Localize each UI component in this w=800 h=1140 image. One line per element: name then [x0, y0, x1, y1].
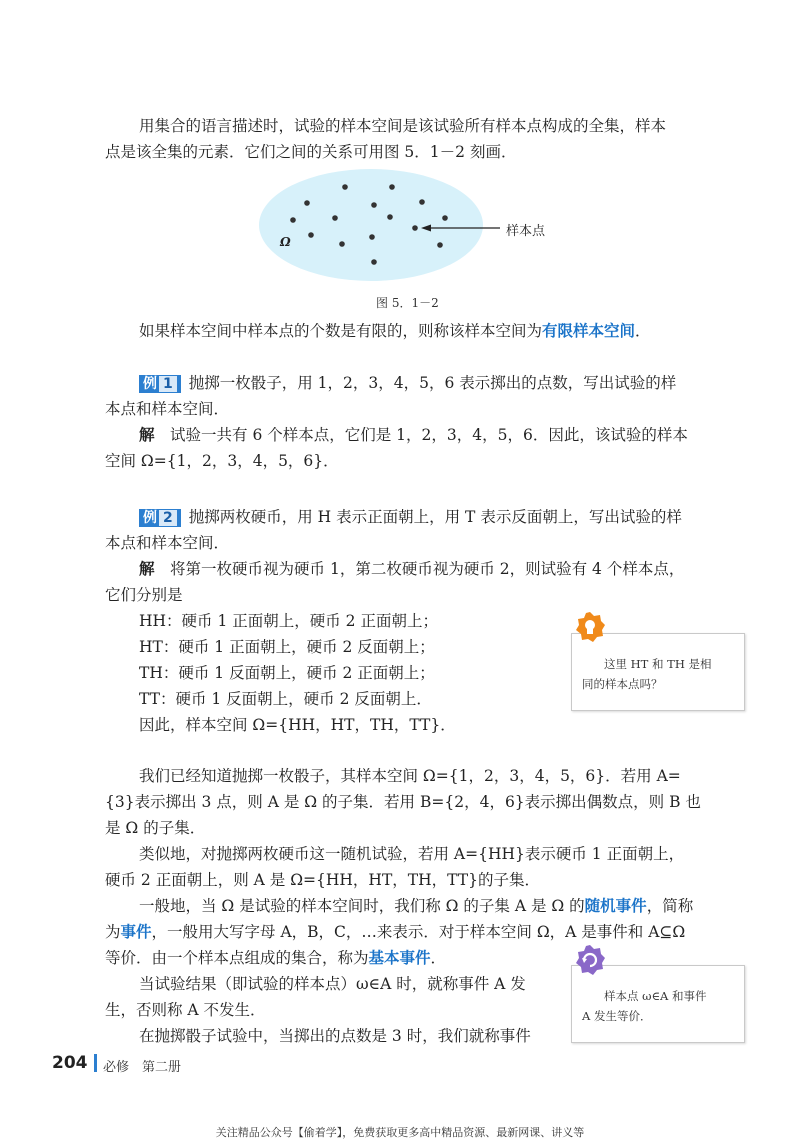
- para2: [139, 320, 651, 342]
- example1-solution-line2: 空间 Ω={1，2，3，4，5，6}．: [105, 452, 339, 470]
- sample-point: [389, 184, 395, 190]
- para4-line1: 类似地，对抛掷两枚硬币这一随机试验，若用 A={HH}表示硬币 1 正面朝上，: [139, 845, 685, 863]
- footer-notice: 关注精品公众号【偷着学】，免费获取更多高中精品资源、最新网课、讲义等: [215, 1126, 585, 1139]
- para6-line2: 生，否则称 A 不发生．: [105, 1001, 266, 1019]
- page-bar: [94, 1054, 97, 1072]
- para7: 在抛掷骰子试验中，当掷出的点数是 3 时，我们就称事件: [139, 1027, 531, 1045]
- sample-point: [442, 215, 448, 221]
- basic-event-term: 基本事件: [368, 949, 431, 967]
- para5-line3: 等价．由一个样本点组成的集合，称为基本事件．: [105, 949, 447, 967]
- para2-text: 如果样本空间中样本点的个数是有限的，则称该样本空间为: [139, 322, 543, 340]
- example2-question-line2: 本点和样本空间．: [105, 534, 230, 552]
- side-note-equivalence: [571, 965, 745, 1043]
- outcome-th: TH：硬币 1 反面朝上，硬币 2 正面朝上；: [139, 664, 435, 682]
- sample-point: [304, 200, 310, 206]
- example1-question-line2: 本点和样本空间．: [105, 400, 230, 418]
- outcome-hh: HH：硬币 1 正面朝上，硬币 2 正面朝上；: [139, 612, 438, 630]
- book-label: 必修 第二册: [103, 1060, 182, 1075]
- finite-sample-space-term: 有限样本空间: [542, 322, 636, 340]
- sample-point: [387, 214, 393, 220]
- example1-solution-line1: 解 试验一共有 6 个样本点，它们是 1，2，3，4，5，6．因此，该试验的样本: [139, 426, 688, 444]
- solution-label: 解: [139, 560, 155, 578]
- sample-space-conclusion: 因此，样本空间 Ω={HH，HT，TH，TT}．: [139, 716, 456, 734]
- para5-line1: 一般地，当 Ω 是试验的样本空间时，我们称 Ω 的子集 A 是 Ω 的随机事件，简称: [139, 897, 694, 915]
- sample-point: [290, 217, 296, 223]
- sample-point: [342, 184, 348, 190]
- sample-space-ellipse: [259, 169, 483, 281]
- note1-line2: 同的样本点吗？: [582, 677, 663, 691]
- example1-tag: 例 1: [139, 375, 181, 393]
- para3-line1: 我们已经知道抛掷一枚骰子，其样本空间 Ω={1，2，3，4，5，6}．若用 A=: [139, 767, 681, 785]
- para2-end: ．: [635, 322, 651, 340]
- sample-point: [412, 225, 418, 231]
- example2-solution-line2: 它们分别是: [105, 586, 183, 604]
- para4-line2: 硬币 2 正面朝上，则 A 是 Ω={HH，HT，TH，TT}的子集．: [105, 871, 540, 889]
- refresh-icon: [574, 944, 606, 976]
- example2-solution-line1: 解 将第一枚硬币视为硬币 1，第二枚硬币视为硬币 2，则试验有 4 个样本点，: [139, 560, 685, 578]
- sample-point: [339, 241, 345, 247]
- figure-caption: 图 5．1－2: [376, 296, 439, 310]
- sample-point: [419, 199, 425, 205]
- sample-point: [371, 259, 377, 265]
- para3-line3: 是 Ω 的子集．: [105, 819, 206, 837]
- event-term: 事件: [120, 923, 152, 941]
- lightbulb-icon: [574, 611, 606, 643]
- outcome-tt: TT：硬币 1 反面朝上，硬币 2 反面朝上．: [139, 690, 432, 708]
- sample-point-label: 样本点: [506, 224, 546, 239]
- example1-question-line1: 例 1 抛掷一枚骰子，用 1，2，3，4，5，6 表示掷出的点数，写出试验的样: [139, 372, 676, 394]
- page-number: 204: [52, 1053, 88, 1073]
- para1-line1: 用集合的语言描述时，试验的样本空间是该试验所有样本点构成的全集，样本: [139, 117, 667, 135]
- note1-line1: 这里 HT 和 TH 是相: [604, 657, 712, 671]
- solution-label: 解: [139, 426, 155, 444]
- random-event-term: 随机事件: [584, 897, 647, 915]
- side-note-question: [571, 633, 745, 711]
- para5-line2: 为事件，一般用大写字母 A，B，C，…来表示．对于样本空间 Ω，A 是事件和 A⊆Ω: [105, 923, 686, 941]
- para1-line2: 点是该全集的元素．它们之间的关系可用图 5．1－2 刻画．: [105, 143, 517, 161]
- omega-label: Ω: [280, 235, 291, 249]
- sample-point: [437, 242, 443, 248]
- para6-line1: 当试验结果（即试验的样本点）ω∈A 时，就称事件 A 发: [139, 975, 526, 993]
- outcome-ht: HT：硬币 1 正面朝上，硬币 2 反面朝上；: [139, 638, 435, 656]
- sample-point: [332, 215, 338, 221]
- example2-question-line1: 例 2 抛掷两枚硬币，用 H 表示正面朝上，用 T 表示反面朝上，写出试验的样: [139, 506, 682, 528]
- note2-line1: 样本点 ω∈A 和事件: [604, 989, 707, 1003]
- para3-line2: {3}表示掷出 3 点，则 A 是 Ω 的子集．若用 B={2，4，6}表示掷出偶数点，则 B 也: [105, 793, 701, 811]
- sample-point: [371, 202, 377, 208]
- note2-line2: A 发生等价．: [582, 1009, 652, 1023]
- sample-point: [369, 234, 375, 240]
- sample-space-figure: [255, 165, 565, 285]
- sample-point: [308, 232, 314, 238]
- example2-tag: 例 2: [139, 509, 181, 527]
